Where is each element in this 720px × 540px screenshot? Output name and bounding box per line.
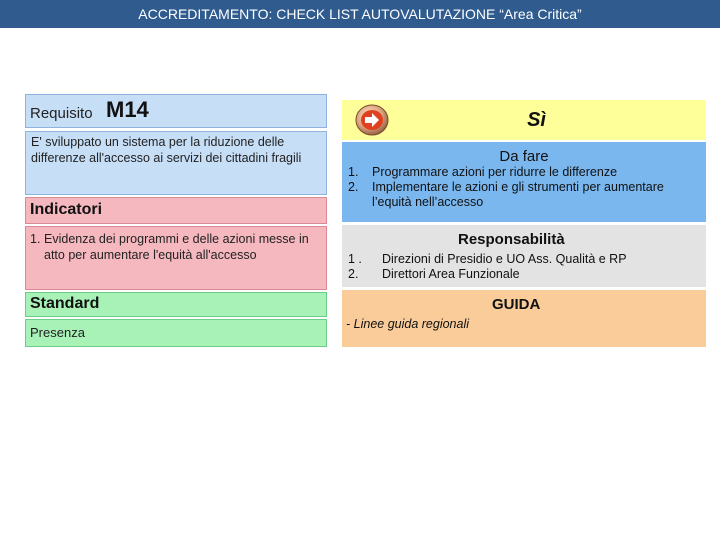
responsabilita-panel — [342, 225, 706, 287]
indicatori-list — [25, 226, 327, 290]
da-fare-header: Da fare — [499, 148, 549, 165]
item-number: 1. — [348, 165, 359, 179]
guida-header: GUIDA — [492, 296, 541, 313]
esito-panel — [342, 100, 706, 140]
standard-header: Standard — [25, 292, 327, 317]
arrow-right-icon[interactable] — [355, 104, 389, 136]
item-number: 2. — [348, 267, 359, 281]
list-item — [348, 252, 627, 267]
item-number: 2. — [348, 180, 359, 194]
da-fare-panel — [342, 142, 706, 222]
guida-panel — [342, 290, 706, 347]
item-text: Programmare azioni per ridurre le differenze — [372, 165, 618, 179]
item-text: Direzioni di Presidio e UO Ass. Qualità e RP — [382, 252, 627, 266]
list-item — [348, 267, 627, 282]
item-number: 1 . — [348, 252, 362, 266]
requisito-header — [25, 94, 327, 128]
item-text: Evidenza dei programmi e delle azioni messe in atto per aumentare l'equità all'accesso — [44, 232, 309, 262]
indicatori-header: Indicatori — [25, 197, 327, 224]
responsabilita-header: Responsabilità — [458, 231, 565, 248]
requisito-description: E' sviluppato un sistema per la riduzione delle differenze all'accesso ai servizi dei cittadini fragili — [25, 131, 327, 195]
guida-item: - Linee guida regionali — [346, 317, 470, 331]
standard-value: Presenza — [25, 319, 327, 347]
page-title: ACCREDITAMENTO: CHECK LIST AUTOVALUTAZIONE “Area Critica” — [0, 0, 720, 28]
item-text: Implementare le azioni e gli strumenti per aumentare l’equità nell’accesso — [372, 180, 664, 209]
requisito-label: Requisito — [30, 105, 93, 122]
requisito-code: M14 — [106, 97, 149, 122]
esito-label: Sì — [527, 109, 546, 131]
item-number: 1. — [30, 232, 41, 246]
list-item — [30, 231, 322, 263]
responsabilita-list — [348, 252, 627, 282]
list-item — [342, 180, 706, 210]
list-item — [342, 165, 706, 180]
item-text: Direttori Area Funzionale — [382, 267, 520, 281]
